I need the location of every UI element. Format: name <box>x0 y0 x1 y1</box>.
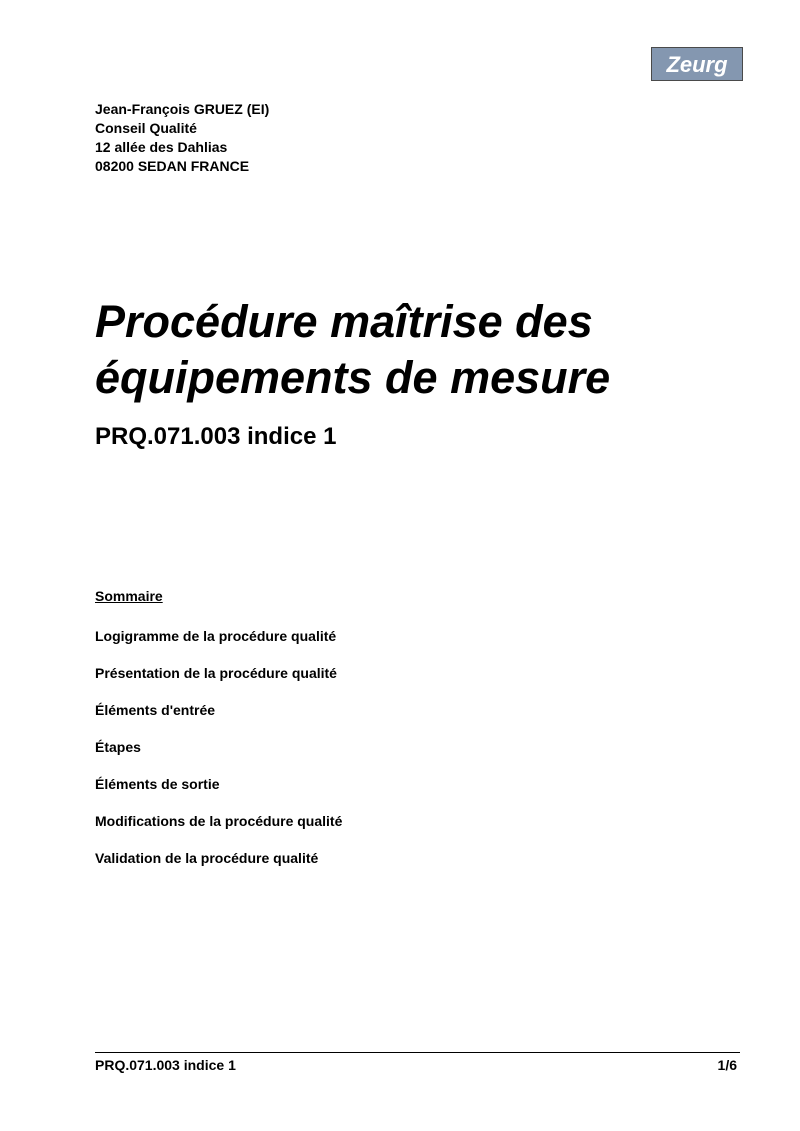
title-line-2: équipements de mesure <box>95 352 611 403</box>
toc-item: Éléments d'entrée <box>95 702 216 718</box>
address-city: 08200 SEDAN FRANCE <box>95 158 250 174</box>
brand-badge: Zeurg <box>651 47 743 81</box>
document-reference: PRQ.071.003 indice 1 <box>95 423 337 450</box>
table-of-contents <box>95 627 342 886</box>
document-title <box>95 294 610 406</box>
toc-item: Logigramme de la procédure qualité <box>95 628 337 644</box>
address-name: Jean-François GRUEZ (EI) <box>95 101 270 117</box>
toc-item: Validation de la procédure qualité <box>95 850 319 866</box>
address-street: 12 allée des Dahlias <box>95 139 228 155</box>
address-company: Conseil Qualité <box>95 120 197 136</box>
toc-item: Modifications de la procédure qualité <box>95 813 343 829</box>
author-address <box>95 100 269 176</box>
toc-item: Éléments de sortie <box>95 776 220 792</box>
footer-reference: PRQ.071.003 indice 1 <box>95 1057 236 1073</box>
toc-item: Étapes <box>95 739 141 755</box>
title-line-1: Procédure maîtrise des <box>95 296 593 347</box>
footer-divider <box>95 1052 740 1053</box>
page-number: 1/6 <box>717 1057 737 1073</box>
toc-item: Présentation de la procédure qualité <box>95 665 337 681</box>
toc-heading: Sommaire <box>95 588 163 604</box>
